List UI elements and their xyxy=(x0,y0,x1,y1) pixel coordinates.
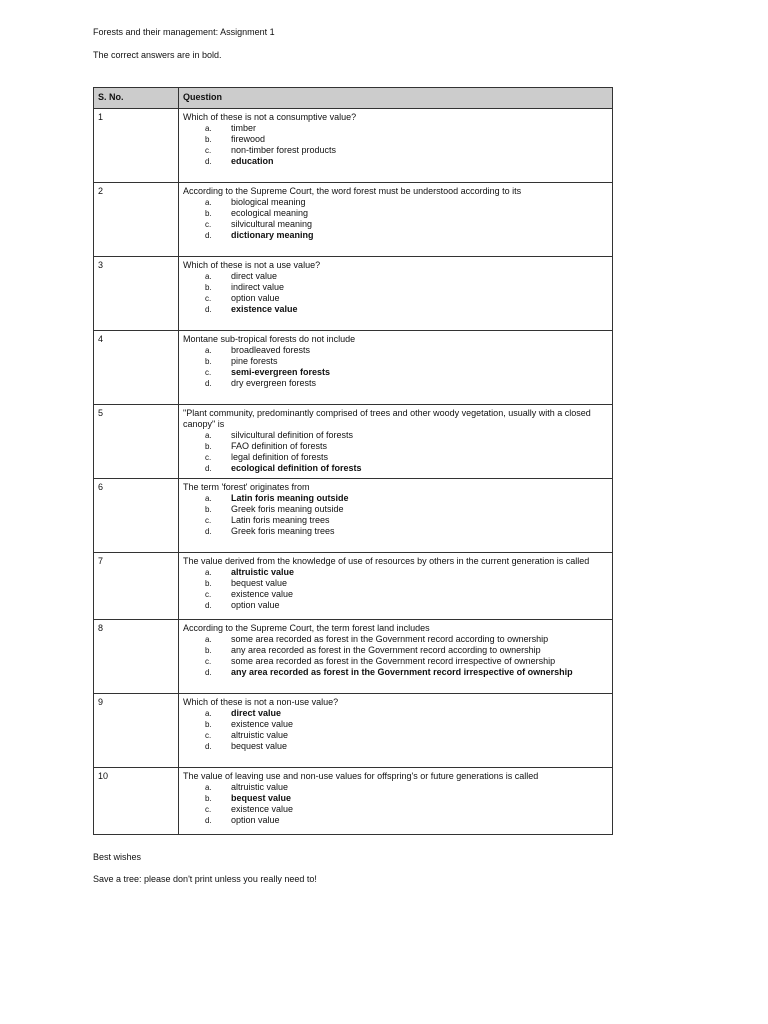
option-letter: b. xyxy=(205,794,212,803)
questions-body xyxy=(94,109,613,835)
answer-option xyxy=(183,782,608,793)
option-text: timber xyxy=(231,123,257,133)
question-text: "Plant community, predominantly comprised of trees and other woody vegetation, usually with a closed canopy" is xyxy=(183,408,591,429)
option-letter: c. xyxy=(205,453,212,462)
option-letter: b. xyxy=(205,442,212,451)
option-text: any area recorded as forest in the Government record irrespective of ownership xyxy=(231,667,573,677)
option-text: indirect value xyxy=(231,282,285,292)
option-letter: a. xyxy=(205,494,212,503)
question-text: The term 'forest' originates from xyxy=(183,482,310,492)
question-cell xyxy=(179,331,613,405)
answer-options xyxy=(183,271,608,315)
answer-option xyxy=(183,441,608,452)
option-text: some area recorded as forest in the Government record irrespective of ownership xyxy=(231,656,556,666)
question-number: 4 xyxy=(94,331,179,405)
option-text: firewood xyxy=(231,134,266,144)
question-cell xyxy=(179,183,613,257)
question-cell xyxy=(179,109,613,183)
option-text: option value xyxy=(231,815,280,825)
question-number: 5 xyxy=(94,405,179,479)
option-letter: c. xyxy=(205,590,212,599)
option-letter: d. xyxy=(205,742,212,751)
option-text: dictionary meaning xyxy=(231,230,314,240)
option-letter: c. xyxy=(205,731,212,740)
answer-option-correct xyxy=(183,367,608,378)
question-number: 1 xyxy=(94,109,179,183)
option-letter: d. xyxy=(205,527,212,536)
answer-option xyxy=(183,804,608,815)
option-text: bequest value xyxy=(231,793,292,803)
option-letter: a. xyxy=(205,346,212,355)
question-number: 7 xyxy=(94,553,179,620)
option-letter: c. xyxy=(205,294,212,303)
option-letter: a. xyxy=(205,124,212,133)
option-text: ecological meaning xyxy=(231,208,309,218)
question-text: Which of these is not a use value? xyxy=(183,260,321,270)
question-cell xyxy=(179,405,613,479)
option-letter: b. xyxy=(205,505,212,514)
header-sno: S. No. xyxy=(94,88,179,109)
table-row xyxy=(94,331,613,405)
question-cell xyxy=(179,479,613,553)
option-letter: b. xyxy=(205,283,212,292)
option-text: dry evergreen forests xyxy=(231,378,317,388)
option-letter: d. xyxy=(205,157,212,166)
answer-option xyxy=(183,578,608,589)
option-text: silvicultural meaning xyxy=(231,219,313,229)
answer-option xyxy=(183,208,608,219)
option-letter: b. xyxy=(205,720,212,729)
answer-option-correct xyxy=(183,567,608,578)
option-text: altruistic value xyxy=(231,730,289,740)
answer-option xyxy=(183,293,608,304)
answer-option xyxy=(183,526,608,537)
option-text: broadleaved forests xyxy=(231,345,311,355)
option-text: some area recorded as forest in the Government record according to ownership xyxy=(231,634,549,644)
table-row xyxy=(94,257,613,331)
option-text: bequest value xyxy=(231,578,288,588)
answer-options xyxy=(183,708,608,752)
option-text: Greek foris meaning trees xyxy=(231,526,335,536)
answer-option xyxy=(183,219,608,230)
answer-option-correct xyxy=(183,708,608,719)
answer-option-correct xyxy=(183,230,608,241)
questions-table xyxy=(93,87,613,835)
option-text: direct value xyxy=(231,708,282,718)
answer-note: The correct answers are in bold. xyxy=(93,50,222,60)
answer-option xyxy=(183,719,608,730)
answer-options xyxy=(183,634,608,678)
answer-option xyxy=(183,634,608,645)
answer-option xyxy=(183,656,608,667)
question-cell xyxy=(179,620,613,694)
document-title: Forests and their management: Assignment 1 xyxy=(93,27,275,37)
option-letter: d. xyxy=(205,668,212,677)
closing-text: Best wishes xyxy=(93,852,142,862)
table-row xyxy=(94,183,613,257)
option-text: existence value xyxy=(231,589,294,599)
table-row xyxy=(94,405,613,479)
option-text: altruistic value xyxy=(231,567,295,577)
answer-option xyxy=(183,815,608,826)
answer-options xyxy=(183,782,608,826)
option-letter: d. xyxy=(205,379,212,388)
question-cell xyxy=(179,553,613,620)
answer-option-correct xyxy=(183,156,608,167)
option-text: biological meaning xyxy=(231,197,306,207)
answer-option xyxy=(183,145,608,156)
option-text: option value xyxy=(231,600,280,610)
option-letter: d. xyxy=(205,601,212,610)
question-text: The value derived from the knowledge of use of resources by others in the current generation is called xyxy=(183,556,590,566)
table-row xyxy=(94,553,613,620)
option-text: semi-evergreen forests xyxy=(231,367,331,377)
answer-option xyxy=(183,123,608,134)
answer-option xyxy=(183,589,608,600)
option-text: option value xyxy=(231,293,280,303)
option-letter: c. xyxy=(205,220,212,229)
option-letter: c. xyxy=(205,805,212,814)
option-text: Latin foris meaning trees xyxy=(231,515,330,525)
option-text: any area recorded as forest in the Government record according to ownership xyxy=(231,645,541,655)
option-letter: a. xyxy=(205,709,212,718)
option-text: legal definition of forests xyxy=(231,452,329,462)
answer-option xyxy=(183,356,608,367)
option-letter: b. xyxy=(205,646,212,655)
question-text: According to the Supreme Court, the word forest must be understood according to its xyxy=(183,186,522,196)
option-text: FAO definition of forests xyxy=(231,441,328,451)
answer-option-correct xyxy=(183,493,608,504)
option-letter: d. xyxy=(205,816,212,825)
answer-option xyxy=(183,730,608,741)
question-cell xyxy=(179,257,613,331)
question-cell xyxy=(179,768,613,835)
question-number: 3 xyxy=(94,257,179,331)
option-letter: b. xyxy=(205,209,212,218)
answer-option xyxy=(183,600,608,611)
answer-option xyxy=(183,515,608,526)
option-text: Latin foris meaning outside xyxy=(231,493,349,503)
question-text: Which of these is not a consumptive value? xyxy=(183,112,357,122)
question-cell xyxy=(179,694,613,768)
answer-options xyxy=(183,567,608,611)
answer-options xyxy=(183,493,608,537)
question-number: 2 xyxy=(94,183,179,257)
answer-option xyxy=(183,378,608,389)
answer-option xyxy=(183,504,608,515)
option-text: existence value xyxy=(231,804,294,814)
option-text: ecological definition of forests xyxy=(231,463,362,473)
question-text: Which of these is not a non-use value? xyxy=(183,697,339,707)
table-row xyxy=(94,694,613,768)
table-row xyxy=(94,620,613,694)
option-letter: a. xyxy=(205,431,212,440)
question-number: 6 xyxy=(94,479,179,553)
option-letter: a. xyxy=(205,198,212,207)
option-text: altruistic value xyxy=(231,782,289,792)
answer-option-correct xyxy=(183,463,608,474)
option-letter: c. xyxy=(205,657,212,666)
answer-option xyxy=(183,430,608,441)
answer-option xyxy=(183,741,608,752)
answer-option xyxy=(183,645,608,656)
header-question: Question xyxy=(179,88,613,109)
answer-options xyxy=(183,345,608,389)
option-text: pine forests xyxy=(231,356,278,366)
option-text: direct value xyxy=(231,271,278,281)
option-text: silvicultural definition of forests xyxy=(231,430,354,440)
table-row xyxy=(94,768,613,835)
option-letter: a. xyxy=(205,635,212,644)
option-letter: b. xyxy=(205,135,212,144)
answer-option xyxy=(183,282,608,293)
question-text: Montane sub-tropical forests do not include xyxy=(183,334,356,344)
option-text: Greek foris meaning outside xyxy=(231,504,344,514)
option-letter: c. xyxy=(205,368,212,377)
answer-option xyxy=(183,345,608,356)
table-row xyxy=(94,109,613,183)
answer-option-correct xyxy=(183,793,608,804)
answer-option-correct xyxy=(183,667,608,678)
option-text: existence value xyxy=(231,719,294,729)
option-text: non-timber forest products xyxy=(231,145,337,155)
option-letter: a. xyxy=(205,568,212,577)
question-number: 8 xyxy=(94,620,179,694)
option-letter: b. xyxy=(205,579,212,588)
question-number: 9 xyxy=(94,694,179,768)
answer-options xyxy=(183,123,608,167)
question-number: 10 xyxy=(94,768,179,835)
question-text: According to the Supreme Court, the term forest land includes xyxy=(183,623,430,633)
option-text: existence value xyxy=(231,304,298,314)
option-letter: d. xyxy=(205,231,212,240)
option-letter: a. xyxy=(205,783,212,792)
table-header-row xyxy=(94,88,613,109)
answer-options xyxy=(183,197,608,241)
option-letter: b. xyxy=(205,357,212,366)
footer-text: Save a tree: please don't print unless you really need to! xyxy=(93,874,317,884)
option-text: bequest value xyxy=(231,741,288,751)
answer-option xyxy=(183,197,608,208)
answer-option xyxy=(183,271,608,282)
table-row xyxy=(94,479,613,553)
option-letter: d. xyxy=(205,464,212,473)
option-letter: d. xyxy=(205,305,212,314)
option-letter: c. xyxy=(205,516,212,525)
answer-option xyxy=(183,452,608,463)
option-text: education xyxy=(231,156,274,166)
answer-option xyxy=(183,134,608,145)
option-letter: a. xyxy=(205,272,212,281)
answer-option-correct xyxy=(183,304,608,315)
question-text: The value of leaving use and non-use values for offspring's or future generations is called xyxy=(183,771,539,781)
answer-options xyxy=(183,430,608,474)
option-letter: c. xyxy=(205,146,212,155)
